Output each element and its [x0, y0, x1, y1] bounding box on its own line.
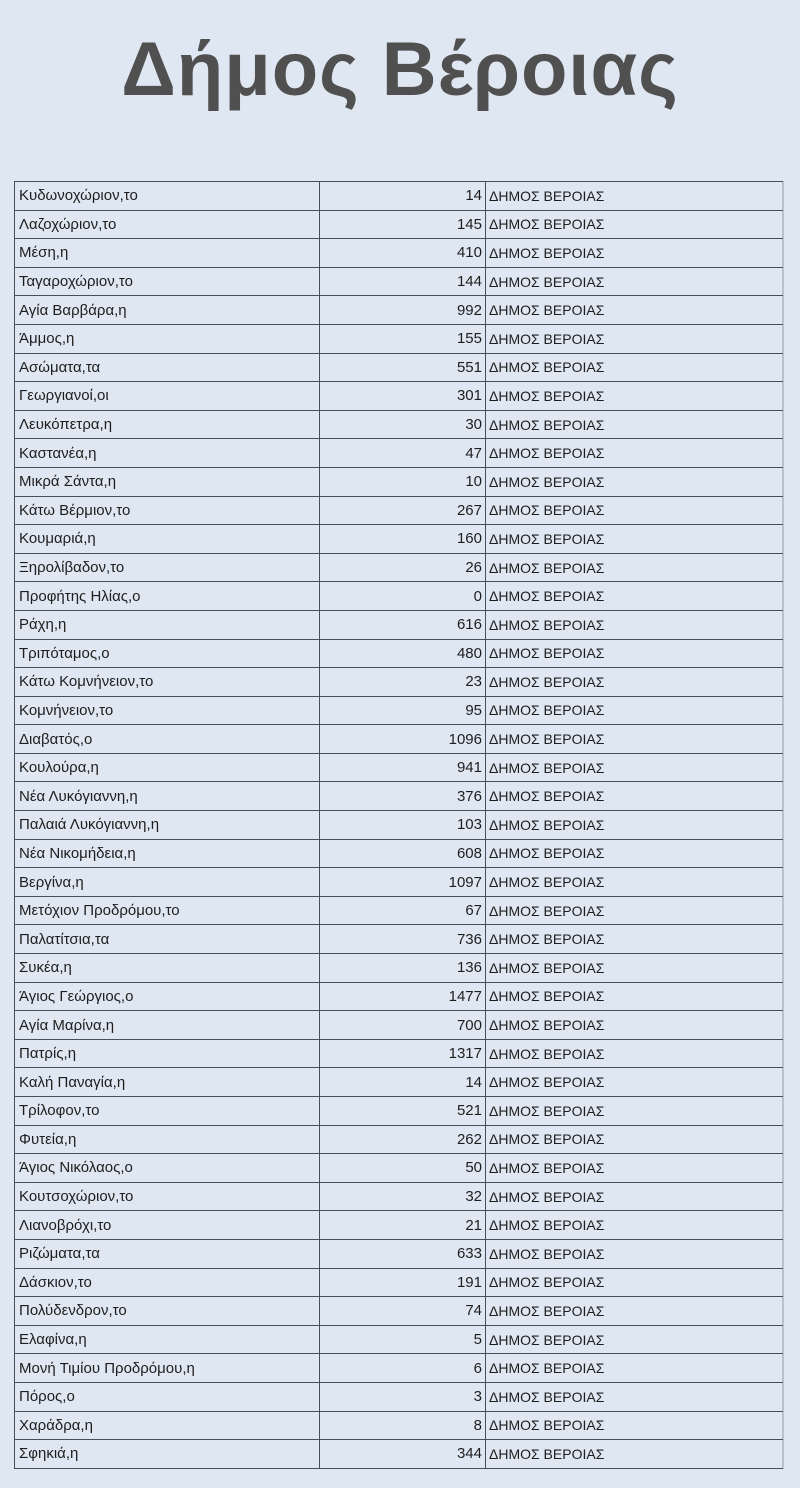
table-row	[15, 1440, 783, 1469]
population-cell[interactable]: 480	[320, 639, 486, 668]
settlement-name-cell[interactable]: Κομνήνειον,το	[15, 696, 320, 725]
municipality-cell[interactable]: ΔΗΜΟΣ ΒΕΡΟΙΑΣ	[486, 1325, 783, 1354]
settlement-name-cell[interactable]: Παλατίτσια,τα	[15, 925, 320, 954]
table-row	[15, 1325, 783, 1354]
table-row	[15, 239, 783, 268]
municipality-cell[interactable]: ΔΗΜΟΣ ΒΕΡΟΙΑΣ	[486, 1297, 783, 1326]
settlement-name-cell[interactable]: Πόρος,ο	[15, 1382, 320, 1411]
table-row	[15, 353, 783, 382]
table-row	[15, 467, 783, 496]
municipality-cell[interactable]: ΔΗΜΟΣ ΒΕΡΟΙΑΣ	[486, 610, 783, 639]
population-cell[interactable]: 616	[320, 610, 486, 639]
settlement-name-cell[interactable]: Μικρά Σάντα,η	[15, 467, 320, 496]
table-row	[15, 410, 783, 439]
municipality-cell[interactable]: ΔΗΜΟΣ ΒΕΡΟΙΑΣ	[486, 839, 783, 868]
population-cell[interactable]: 26	[320, 553, 486, 582]
settlement-name-cell[interactable]: Ριζώματα,τα	[15, 1239, 320, 1268]
settlement-name-cell[interactable]: Χαράδρα,η	[15, 1411, 320, 1440]
population-cell[interactable]: 608	[320, 839, 486, 868]
municipality-cell[interactable]: ΔΗΜΟΣ ΒΕΡΟΙΑΣ	[486, 753, 783, 782]
settlement-name-cell[interactable]: Μέση,η	[15, 239, 320, 268]
table-row	[15, 1411, 783, 1440]
table-row	[15, 696, 783, 725]
settlement-name-cell[interactable]: Νέα Νικομήδεια,η	[15, 839, 320, 868]
table-row	[15, 1039, 783, 1068]
table-row	[15, 1125, 783, 1154]
population-cell[interactable]: 941	[320, 753, 486, 782]
municipality-cell[interactable]: ΔΗΜΟΣ ΒΕΡΟΙΑΣ	[486, 582, 783, 611]
table-row	[15, 753, 783, 782]
municipality-cell[interactable]: ΔΗΜΟΣ ΒΕΡΟΙΑΣ	[486, 954, 783, 983]
table-row	[15, 639, 783, 668]
settlement-name-cell[interactable]: Βεργίνα,η	[15, 868, 320, 897]
table-row	[15, 1211, 783, 1240]
population-cell[interactable]: 50	[320, 1154, 486, 1183]
population-cell[interactable]: 67	[320, 896, 486, 925]
population-cell[interactable]: 103	[320, 811, 486, 840]
settlement-name-cell[interactable]: Καστανέα,η	[15, 439, 320, 468]
population-cell[interactable]: 410	[320, 239, 486, 268]
population-cell[interactable]: 521	[320, 1097, 486, 1126]
settlement-name-cell[interactable]: Σφηκιά,η	[15, 1440, 320, 1469]
municipality-cell[interactable]: ΔΗΜΟΣ ΒΕΡΟΙΑΣ	[486, 925, 783, 954]
settlements-table	[14, 181, 783, 1469]
table-row	[15, 782, 783, 811]
municipality-cell[interactable]: ΔΗΜΟΣ ΒΕΡΟΙΑΣ	[486, 496, 783, 525]
table-row	[15, 839, 783, 868]
population-cell[interactable]: 14	[320, 1068, 486, 1097]
settlement-name-cell[interactable]: Ελαφίνα,η	[15, 1325, 320, 1354]
population-cell[interactable]: 736	[320, 925, 486, 954]
population-cell[interactable]: 3	[320, 1382, 486, 1411]
settlement-name-cell[interactable]: Λιανοβρόχι,το	[15, 1211, 320, 1240]
table-row	[15, 296, 783, 325]
municipality-cell[interactable]: ΔΗΜΟΣ ΒΕΡΟΙΑΣ	[486, 696, 783, 725]
population-cell[interactable]: 74	[320, 1297, 486, 1326]
population-cell[interactable]: 47	[320, 439, 486, 468]
table-row	[15, 210, 783, 239]
settlement-name-cell[interactable]: Κάτω Κομνήνειον,το	[15, 668, 320, 697]
municipality-cell[interactable]: ΔΗΜΟΣ ΒΕΡΟΙΑΣ	[486, 410, 783, 439]
settlement-name-cell[interactable]: Προφήτης Ηλίας,ο	[15, 582, 320, 611]
municipality-cell[interactable]: ΔΗΜΟΣ ΒΕΡΟΙΑΣ	[486, 210, 783, 239]
population-cell[interactable]: 376	[320, 782, 486, 811]
population-cell[interactable]: 262	[320, 1125, 486, 1154]
table-row	[15, 1268, 783, 1297]
population-cell[interactable]: 95	[320, 696, 486, 725]
municipality-cell[interactable]: ΔΗΜΟΣ ΒΕΡΟΙΑΣ	[486, 1239, 783, 1268]
table-row	[15, 324, 783, 353]
population-cell[interactable]: 160	[320, 525, 486, 554]
population-cell[interactable]: 267	[320, 496, 486, 525]
municipality-cell[interactable]: ΔΗΜΟΣ ΒΕΡΟΙΑΣ	[486, 1382, 783, 1411]
municipality-cell[interactable]: ΔΗΜΟΣ ΒΕΡΟΙΑΣ	[486, 1211, 783, 1240]
table-row	[15, 582, 783, 611]
table-row	[15, 610, 783, 639]
population-cell[interactable]: 136	[320, 954, 486, 983]
table-row	[15, 982, 783, 1011]
municipality-cell[interactable]: ΔΗΜΟΣ ΒΕΡΟΙΑΣ	[486, 324, 783, 353]
table-row	[15, 1011, 783, 1040]
municipality-cell[interactable]: ΔΗΜΟΣ ΒΕΡΟΙΑΣ	[486, 1268, 783, 1297]
settlement-name-cell[interactable]: Ταγαροχώριον,το	[15, 267, 320, 296]
table-row	[15, 267, 783, 296]
table-row	[15, 1097, 783, 1126]
municipality-cell[interactable]: ΔΗΜΟΣ ΒΕΡΟΙΑΣ	[486, 1154, 783, 1183]
settlement-name-cell[interactable]: Ασώματα,τα	[15, 353, 320, 382]
settlements-table-container	[14, 181, 784, 1469]
table-row	[15, 553, 783, 582]
settlement-name-cell[interactable]: Δάσκιον,το	[15, 1268, 320, 1297]
population-cell[interactable]: 0	[320, 582, 486, 611]
table-row	[15, 1182, 783, 1211]
table-row	[15, 525, 783, 554]
population-cell[interactable]: 1097	[320, 868, 486, 897]
population-cell[interactable]: 10	[320, 467, 486, 496]
municipality-cell[interactable]: ΔΗΜΟΣ ΒΕΡΟΙΑΣ	[486, 896, 783, 925]
population-cell[interactable]: 1317	[320, 1039, 486, 1068]
municipality-cell[interactable]: ΔΗΜΟΣ ΒΕΡΟΙΑΣ	[486, 639, 783, 668]
settlement-name-cell[interactable]: Πολύδενδρον,το	[15, 1297, 320, 1326]
table-row	[15, 439, 783, 468]
settlement-name-cell[interactable]: Μετόχιον Προδρόμου,το	[15, 896, 320, 925]
settlement-name-cell[interactable]: Παλαιά Λυκόγιαννη,η	[15, 811, 320, 840]
municipality-cell[interactable]: ΔΗΜΟΣ ΒΕΡΟΙΑΣ	[486, 1011, 783, 1040]
table-row	[15, 496, 783, 525]
settlement-name-cell[interactable]: Κυδωνοχώριον,το	[15, 182, 320, 211]
population-cell[interactable]: 145	[320, 210, 486, 239]
table-row	[15, 811, 783, 840]
settlement-name-cell[interactable]: Άμμος,η	[15, 324, 320, 353]
municipality-cell[interactable]: ΔΗΜΟΣ ΒΕΡΟΙΑΣ	[486, 439, 783, 468]
municipality-cell[interactable]: ΔΗΜΟΣ ΒΕΡΟΙΑΣ	[486, 382, 783, 411]
settlement-name-cell[interactable]: Κουλούρα,η	[15, 753, 320, 782]
settlement-name-cell[interactable]: Άγιος Γεώργιος,ο	[15, 982, 320, 1011]
settlement-name-cell[interactable]: Φυτεία,η	[15, 1125, 320, 1154]
settlement-name-cell[interactable]: Αγία Βαρβάρα,η	[15, 296, 320, 325]
municipality-cell[interactable]: ΔΗΜΟΣ ΒΕΡΟΙΑΣ	[486, 868, 783, 897]
municipality-cell[interactable]: ΔΗΜΟΣ ΒΕΡΟΙΑΣ	[486, 782, 783, 811]
table-row	[15, 1068, 783, 1097]
table-row	[15, 182, 783, 211]
population-cell[interactable]: 6	[320, 1354, 486, 1383]
settlement-name-cell[interactable]: Λευκόπετρα,η	[15, 410, 320, 439]
population-cell[interactable]: 23	[320, 668, 486, 697]
table-row	[15, 868, 783, 897]
population-cell[interactable]: 21	[320, 1211, 486, 1240]
table-row	[15, 668, 783, 697]
municipality-cell[interactable]: ΔΗΜΟΣ ΒΕΡΟΙΑΣ	[486, 1039, 783, 1068]
population-cell[interactable]: 30	[320, 410, 486, 439]
municipality-cell[interactable]: ΔΗΜΟΣ ΒΕΡΟΙΑΣ	[486, 525, 783, 554]
municipality-cell[interactable]: ΔΗΜΟΣ ΒΕΡΟΙΑΣ	[486, 725, 783, 754]
municipality-cell[interactable]: ΔΗΜΟΣ ΒΕΡΟΙΑΣ	[486, 1097, 783, 1126]
settlement-name-cell[interactable]: Τρίλοφον,το	[15, 1097, 320, 1126]
population-cell[interactable]: 1477	[320, 982, 486, 1011]
population-cell[interactable]: 14	[320, 182, 486, 211]
table-row	[15, 1297, 783, 1326]
population-cell[interactable]: 551	[320, 353, 486, 382]
settlement-name-cell[interactable]: Τριπόταμος,ο	[15, 639, 320, 668]
page-title: Δήμος Βέροιας	[121, 27, 679, 112]
municipality-cell[interactable]: ΔΗΜΟΣ ΒΕΡΟΙΑΣ	[486, 239, 783, 268]
settlement-name-cell[interactable]: Γεωργιανοί,οι	[15, 382, 320, 411]
settlement-name-cell[interactable]: Κάτω Βέρμιον,το	[15, 496, 320, 525]
municipality-cell[interactable]: ΔΗΜΟΣ ΒΕΡΟΙΑΣ	[486, 1354, 783, 1383]
settlement-name-cell[interactable]: Διαβατός,ο	[15, 725, 320, 754]
municipality-cell[interactable]: ΔΗΜΟΣ ΒΕΡΟΙΑΣ	[486, 353, 783, 382]
settlement-name-cell[interactable]: Άγιος Νικόλαος,ο	[15, 1154, 320, 1183]
table-row	[15, 1154, 783, 1183]
settlement-name-cell[interactable]: Νέα Λυκόγιαννη,η	[15, 782, 320, 811]
settlement-name-cell[interactable]: Καλή Παναγία,η	[15, 1068, 320, 1097]
municipality-cell[interactable]: ΔΗΜΟΣ ΒΕΡΟΙΑΣ	[486, 668, 783, 697]
municipality-cell[interactable]: ΔΗΜΟΣ ΒΕΡΟΙΑΣ	[486, 811, 783, 840]
table-row	[15, 896, 783, 925]
table-row	[15, 925, 783, 954]
table-row	[15, 382, 783, 411]
municipality-cell[interactable]: ΔΗΜΟΣ ΒΕΡΟΙΑΣ	[486, 1068, 783, 1097]
municipality-cell[interactable]: ΔΗΜΟΣ ΒΕΡΟΙΑΣ	[486, 296, 783, 325]
settlement-name-cell[interactable]: Λαζοχώριον,το	[15, 210, 320, 239]
settlement-name-cell[interactable]: Ξηρολίβαδον,το	[15, 553, 320, 582]
municipality-cell[interactable]: ΔΗΜΟΣ ΒΕΡΟΙΑΣ	[486, 1411, 783, 1440]
settlement-name-cell[interactable]: Πατρίς,η	[15, 1039, 320, 1068]
population-cell[interactable]: 32	[320, 1182, 486, 1211]
population-cell[interactable]: 1096	[320, 725, 486, 754]
municipality-cell[interactable]: ΔΗΜΟΣ ΒΕΡΟΙΑΣ	[486, 553, 783, 582]
population-cell[interactable]: 155	[320, 324, 486, 353]
population-cell[interactable]: 5	[320, 1325, 486, 1354]
settlement-name-cell[interactable]: Κουτσοχώριον,το	[15, 1182, 320, 1211]
settlement-name-cell[interactable]: Αγία Μαρίνα,η	[15, 1011, 320, 1040]
population-cell[interactable]: 992	[320, 296, 486, 325]
settlement-name-cell[interactable]: Ράχη,η	[15, 610, 320, 639]
municipality-cell[interactable]: ΔΗΜΟΣ ΒΕΡΟΙΑΣ	[486, 1440, 783, 1469]
table-row	[15, 954, 783, 983]
population-cell[interactable]: 8	[320, 1411, 486, 1440]
municipality-cell[interactable]: ΔΗΜΟΣ ΒΕΡΟΙΑΣ	[486, 1182, 783, 1211]
table-row	[15, 1354, 783, 1383]
population-cell[interactable]: 191	[320, 1268, 486, 1297]
population-cell[interactable]: 700	[320, 1011, 486, 1040]
settlement-name-cell[interactable]: Συκέα,η	[15, 954, 320, 983]
table-row	[15, 1239, 783, 1268]
municipality-cell[interactable]: ΔΗΜΟΣ ΒΕΡΟΙΑΣ	[486, 982, 783, 1011]
table-row	[15, 1382, 783, 1411]
settlement-name-cell[interactable]: Μονή Τιμίου Προδρόμου,η	[15, 1354, 320, 1383]
population-cell[interactable]: 344	[320, 1440, 486, 1469]
municipality-cell[interactable]: ΔΗΜΟΣ ΒΕΡΟΙΑΣ	[486, 467, 783, 496]
municipality-cell[interactable]: ΔΗΜΟΣ ΒΕΡΟΙΑΣ	[486, 1125, 783, 1154]
municipality-cell[interactable]: ΔΗΜΟΣ ΒΕΡΟΙΑΣ	[486, 267, 783, 296]
municipality-cell[interactable]: ΔΗΜΟΣ ΒΕΡΟΙΑΣ	[486, 182, 783, 211]
settlement-name-cell[interactable]: Κουμαριά,η	[15, 525, 320, 554]
population-cell[interactable]: 633	[320, 1239, 486, 1268]
population-cell[interactable]: 144	[320, 267, 486, 296]
table-row	[15, 725, 783, 754]
population-cell[interactable]: 301	[320, 382, 486, 411]
table-body	[15, 182, 783, 1469]
